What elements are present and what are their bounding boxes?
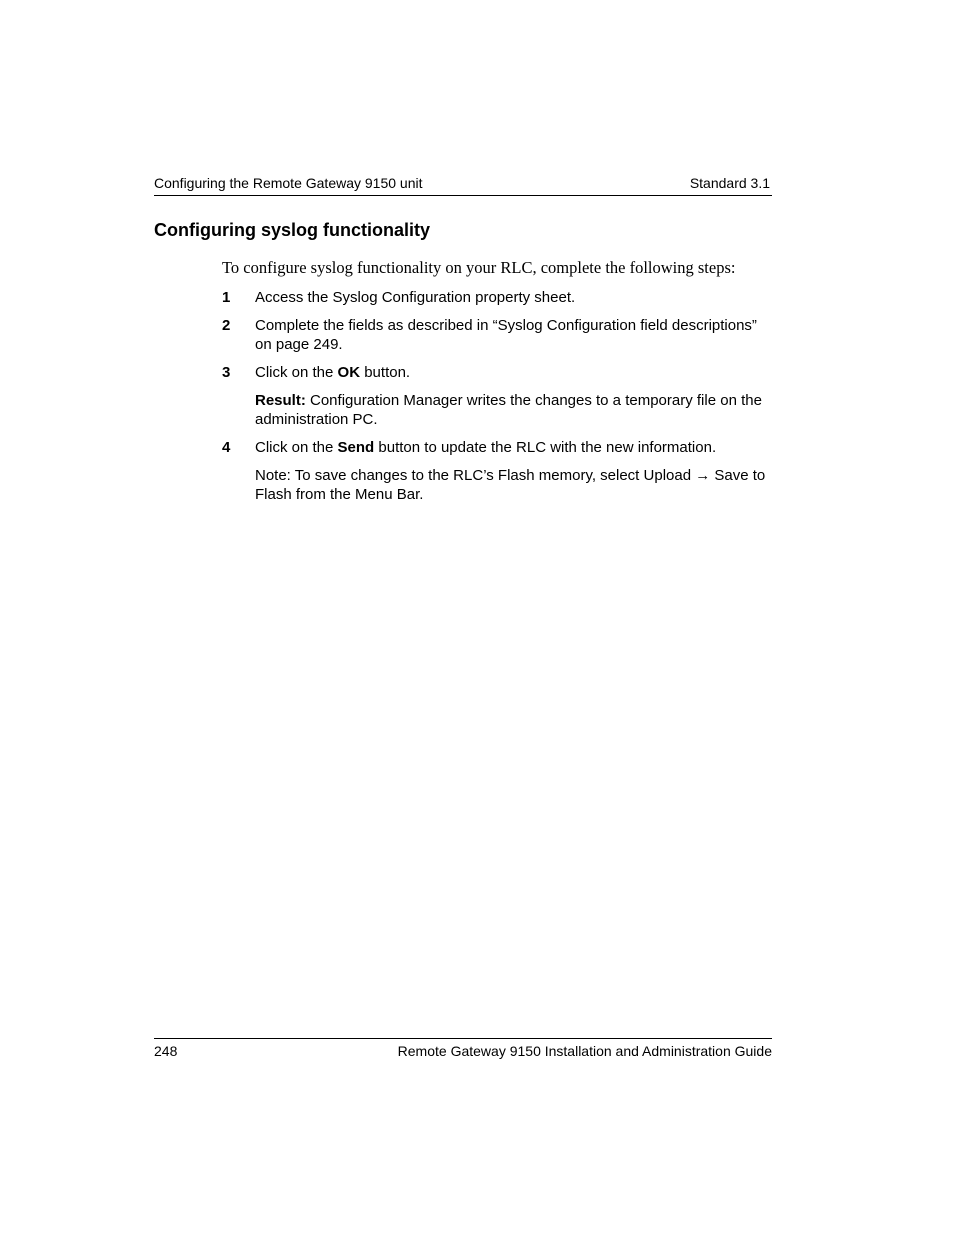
step-text: Complete the fields as described in “Syslog Configuration field descriptions” on page 249.: [255, 317, 757, 353]
step-number: 1: [222, 289, 231, 306]
step-text: [255, 363, 773, 382]
section-title: Configuring syslog functionality: [154, 220, 430, 240]
running-footer: [154, 1038, 772, 1061]
step-text-pre: Click on the: [255, 364, 338, 381]
step-number: 4: [222, 439, 231, 456]
page-number: 248: [154, 1043, 178, 1059]
step-text-pre: Click on the: [255, 439, 338, 456]
result-label: Result:: [255, 392, 306, 409]
step-text-post: button to update the RLC with the new information.: [374, 439, 717, 456]
header-chapter-title: Configuring the Remote Gateway 9150 unit: [154, 175, 423, 191]
step-number: 3: [222, 364, 231, 381]
intro-paragraph: To configure syslog functionality on your RLC, complete the following steps:: [222, 258, 736, 277]
result-paragraph: [255, 391, 773, 429]
step-text-post: button.: [360, 364, 411, 381]
send-button-name: Send: [337, 439, 375, 456]
step-text: Access the Syslog Configuration property sheet.: [255, 289, 576, 306]
step-text: [255, 438, 773, 457]
header-standard-label: Standard 3.1: [689, 175, 770, 191]
result-text: Configuration Manager writes the changes to a temporary file on the administration PC.: [255, 392, 762, 428]
ok-button-name: OK: [337, 364, 361, 381]
footer-guide-title: Remote Gateway 9150 Installation and Administration Guide: [397, 1043, 772, 1059]
running-header: [154, 174, 772, 196]
note-paragraph: Note: To save changes to the RLC’s Flash memory, select Upload → Save to Flash from the Menu Bar.: [255, 467, 766, 503]
step-number: 2: [222, 317, 231, 334]
